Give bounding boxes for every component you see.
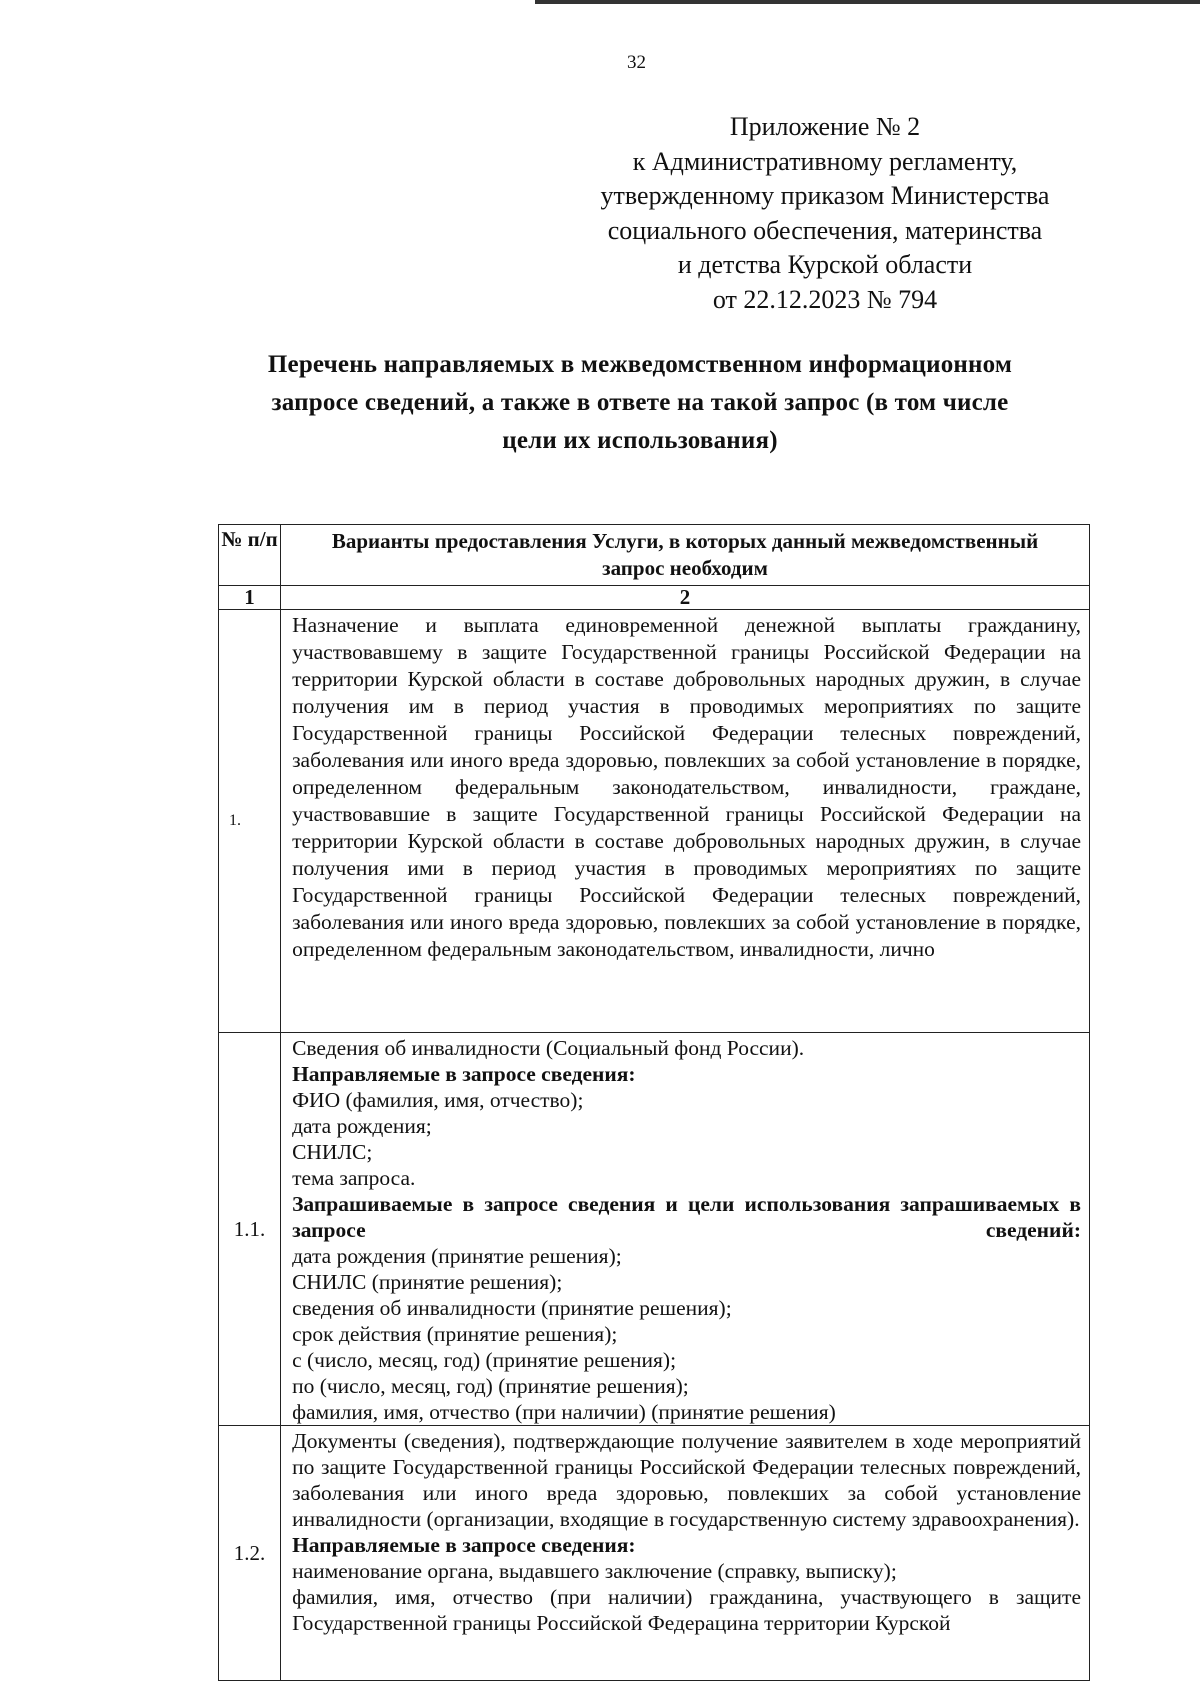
sent-data-item: ФИО (фамилия, имя, отчество); <box>292 1088 584 1112</box>
sent-data-heading: Направляемые в запросе сведения: <box>292 1533 636 1557</box>
sent-data-heading: Направляемые в запросе сведения: <box>292 1062 636 1086</box>
request-intro: Сведения об инвалидности (Социальный фонд России). <box>292 1036 805 1060</box>
title-line: Перечень направляемых в межведомственном информационном <box>267 351 1013 378</box>
requested-data-item: фамилия, имя, отчество (при наличии) (принятие решения) <box>292 1400 836 1424</box>
requested-data-heading: Запрашиваемые в запросе сведения и цели использования запрашиваемых в запросе сведений: <box>292 1192 1081 1242</box>
row-number: 1.2. <box>219 1426 281 1681</box>
request-intro: Документы (сведения), подтверждающие получение заявителем в ходе мероприятий по защите Государственной границы Российской Федерации телесных повреждений, заболевания или иного вреда здоровью, повлекших за собой установление инвалидности (организации, входящие в государственную систему здравоохранения). <box>292 1429 1081 1531</box>
top-edge-line <box>535 0 1200 4</box>
table-row <box>219 1426 1090 1681</box>
row-text <box>281 1426 1090 1681</box>
page-number: 32 <box>627 52 646 73</box>
appendix-line: от 22.12.2023 № 794 <box>712 284 938 314</box>
header-variants-cell: Варианты предоставления Услуги, в которых данный межведомственный запрос необходим <box>281 525 1090 586</box>
header-number-cell: № п/п <box>219 525 281 586</box>
requested-data-item: дата рождения (принятие решения); <box>292 1244 622 1268</box>
title-line: цели их использования) <box>502 427 778 454</box>
table-row <box>219 610 1090 1033</box>
appendix-line: к Административному регламенту, <box>632 146 1018 176</box>
row-number: 1.1. <box>219 1033 281 1426</box>
table-row <box>219 1033 1090 1426</box>
sent-data-item: фамилия, имя, отчество (при наличии) гражданина, участвующего в защите Государственной границы Российской Федерацина территории Курской <box>292 1585 1081 1635</box>
requested-data-item: сведения об инвалидности (принятие решения); <box>292 1296 732 1320</box>
sent-data-item: тема запроса. <box>292 1166 416 1190</box>
appendix-line: утвержденному приказом Министерства <box>600 181 1050 210</box>
row-number: 1. <box>219 610 281 1033</box>
sent-data-item: наименование органа, выдавшего заключение (справку, выписку); <box>292 1559 897 1583</box>
appendix-line: и детства Курской области <box>677 250 973 279</box>
appendix-header <box>560 110 1090 317</box>
column-index-2: 2 <box>281 586 1090 610</box>
sent-data-item: дата рождения; <box>292 1114 432 1138</box>
document-title <box>200 346 1080 460</box>
requested-data-item: по (число, месяц, год) (принятие решения); <box>292 1374 689 1398</box>
column-index-row <box>219 586 1090 610</box>
row-text <box>281 610 1090 1033</box>
requested-data-item: с (число, месяц, год) (принятие решения); <box>292 1348 677 1372</box>
row-text <box>281 1033 1090 1426</box>
table-header-row <box>219 525 1090 586</box>
sent-data-item: СНИЛС; <box>292 1140 373 1164</box>
service-variant-description: Назначение и выплата единовременной денежной выплаты гражданину, участвовавшему в защите Государственной границы Российской Федерации на территории Курской области в составе добровольных народных дружин, в случае получения им в период участия в проводимых мероприятиях по защите Государственной границы Российской Федерации телесных повреждений, заболевания или иного вреда здоровью, повлекших за собой установление в порядке, определенном федеральным законодательством, инвалидности, граждане, участвовавшие в защите Государственной границы Российской Федерации на территории Курской области в составе добровольных народных дружин, в случае получения ими в период участия в проводимых мероприятиях по защите Государственной границы Российской Федерации телесных повреждений, заболевания или иного вреда здоровью, повлекших за собой установление в порядке, определенном федеральным законодательством, инвалидности, лично <box>292 613 1081 961</box>
requested-data-item: срок действия (принятие решения); <box>292 1322 618 1346</box>
appendix-line: социального обеспечения, материнства <box>607 215 1043 245</box>
requested-data-item: СНИЛС (принятие решения); <box>292 1270 563 1294</box>
column-index-1: 1 <box>219 586 281 610</box>
appendix-line: Приложение № 2 <box>729 112 921 141</box>
title-line: запросе сведений, а также в ответе на такой запрос (в том числе <box>271 389 1009 416</box>
requests-table <box>218 524 1090 1681</box>
